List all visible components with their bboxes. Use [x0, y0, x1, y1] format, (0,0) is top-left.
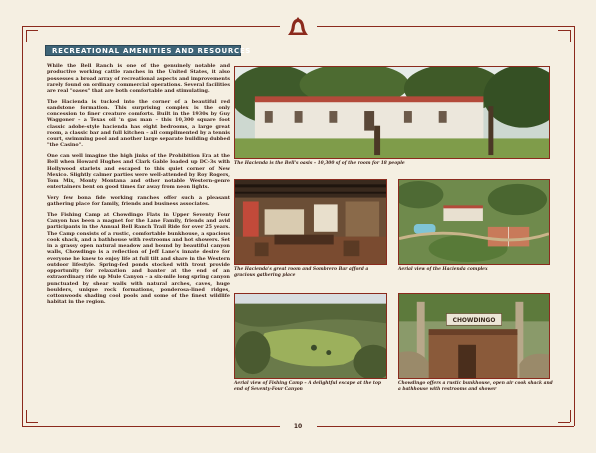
chowdingo-sign: CHOWDINGO — [452, 317, 496, 324]
section-title: RECREATIONAL AMENITIES AND RESOURCES — [45, 45, 241, 56]
frame-inner-right-bottom — [570, 410, 571, 422]
bell-logo-icon — [287, 16, 309, 38]
paragraph-hacienda: The Hacienda is tucked into the corner of a beautiful red sandstone formation. This surprising complex is the only concession to finer creature comforts. Built in the 1930s by Guy Waggoner – a Texas oil 'n gas man – this 10,300 square foot classic adobe-style hacienda has eight bedrooms, a large great room, a classic bar and full kitchen – all complimented by a tennis court, swimming pool and another large separate building dubbed "the Casino". — [47, 98, 230, 149]
caption-great-room: The Hacienda's great room and Sombrero Bar afford a gracious gathering place — [234, 267, 369, 278]
frame-inner-top-left — [26, 30, 38, 31]
photo-hacienda — [234, 66, 550, 159]
frame-inner-left-bottom — [26, 410, 27, 422]
paragraph-intro: While the Bell Ranch is one of the genuinely notable and productive working cattle ranches in the United States, it also possesses a broad array of recreational aspects and improvements rarely found on ordinary commercial operations. Several facilities are real "oases" that are both comfortable and stimulating. — [47, 63, 230, 94]
frame-top-right — [317, 26, 574, 27]
paragraph-prohibition: One can well imagine the high jinks of the Prohibition Era at the Bell when Howard Hughes and Clark Gable loaded up DC-3s with Hollywood starlets and escaped to this quiet corner of New Mexico. Slightly calmer parties were well-attended by Roy Rogers, Tom Mix, Monty Montana and other notable Western-genre entertainers bent on good times far away from neon lights. — [47, 153, 230, 191]
caption-hacienda: The Hacienda is the Bell's oasis – 10,300 sf of the room for 18 people — [234, 161, 405, 166]
photo-great-room — [234, 179, 387, 265]
frame-right — [574, 26, 575, 426]
frame-inner-right-top — [570, 30, 571, 42]
caption-aerial-hacienda: Aerial view of the Hacienda complex — [398, 267, 488, 272]
frame-inner-top-right — [558, 30, 570, 31]
caption-chowdingo: Chowdingo offers a rustic bunkhouse, open air cook shack and a bathhouse with restrooms and shower — [398, 381, 553, 392]
photo-chowdingo — [398, 293, 550, 379]
paragraph-gathering: Very few bona fide working ranches offer such a pleasant gathering place for family, friends and business associates. — [47, 194, 230, 208]
frame-inner-left-top — [26, 30, 27, 42]
frame-left — [22, 26, 23, 426]
caption-fishing-camp: Aerial view of Fishing Camp – A delightful escape at the top end of Seventy-Four Canyon — [234, 381, 381, 392]
page-number: 10 — [293, 423, 303, 430]
body-text-column — [47, 63, 230, 310]
photo-aerial-hacienda — [398, 179, 550, 265]
photo-fishing-camp — [234, 293, 387, 379]
frame-top-left — [22, 26, 280, 27]
paragraph-fishing-camp: The Fishing Camp at Chowdingo Flats in Upper Seventy Four Canyon has been a magnet for the Lane Family, friends and avid participants in the Annual Bell Ranch Trail Ride for over 25 years. The Camp consists of a rustic, comfortable bunkhouse, a spacious cook shack, and a bathhouse with restrooms and hot showers. Set in a grassy open natural meadow and bound by beautiful canyon walls, Chowdingo is a reflection of Jeff Lane's innate desire for everyone he knew to enjoy life at full tilt and share in the Western outdoor lifestyle. Spring-fed ponds stocked with trout provide opportunity for relaxation and banter at the end of an extraordinary ride up Mule Canyon – a six-mile long spring canyon punctuated by shear walls with natural arches, caves, huge boulders, unique rock formations, ponderosa-lined ridges, cottonwoods shading cool pools and some of the finest wildlife habitat in the region. — [47, 211, 230, 306]
